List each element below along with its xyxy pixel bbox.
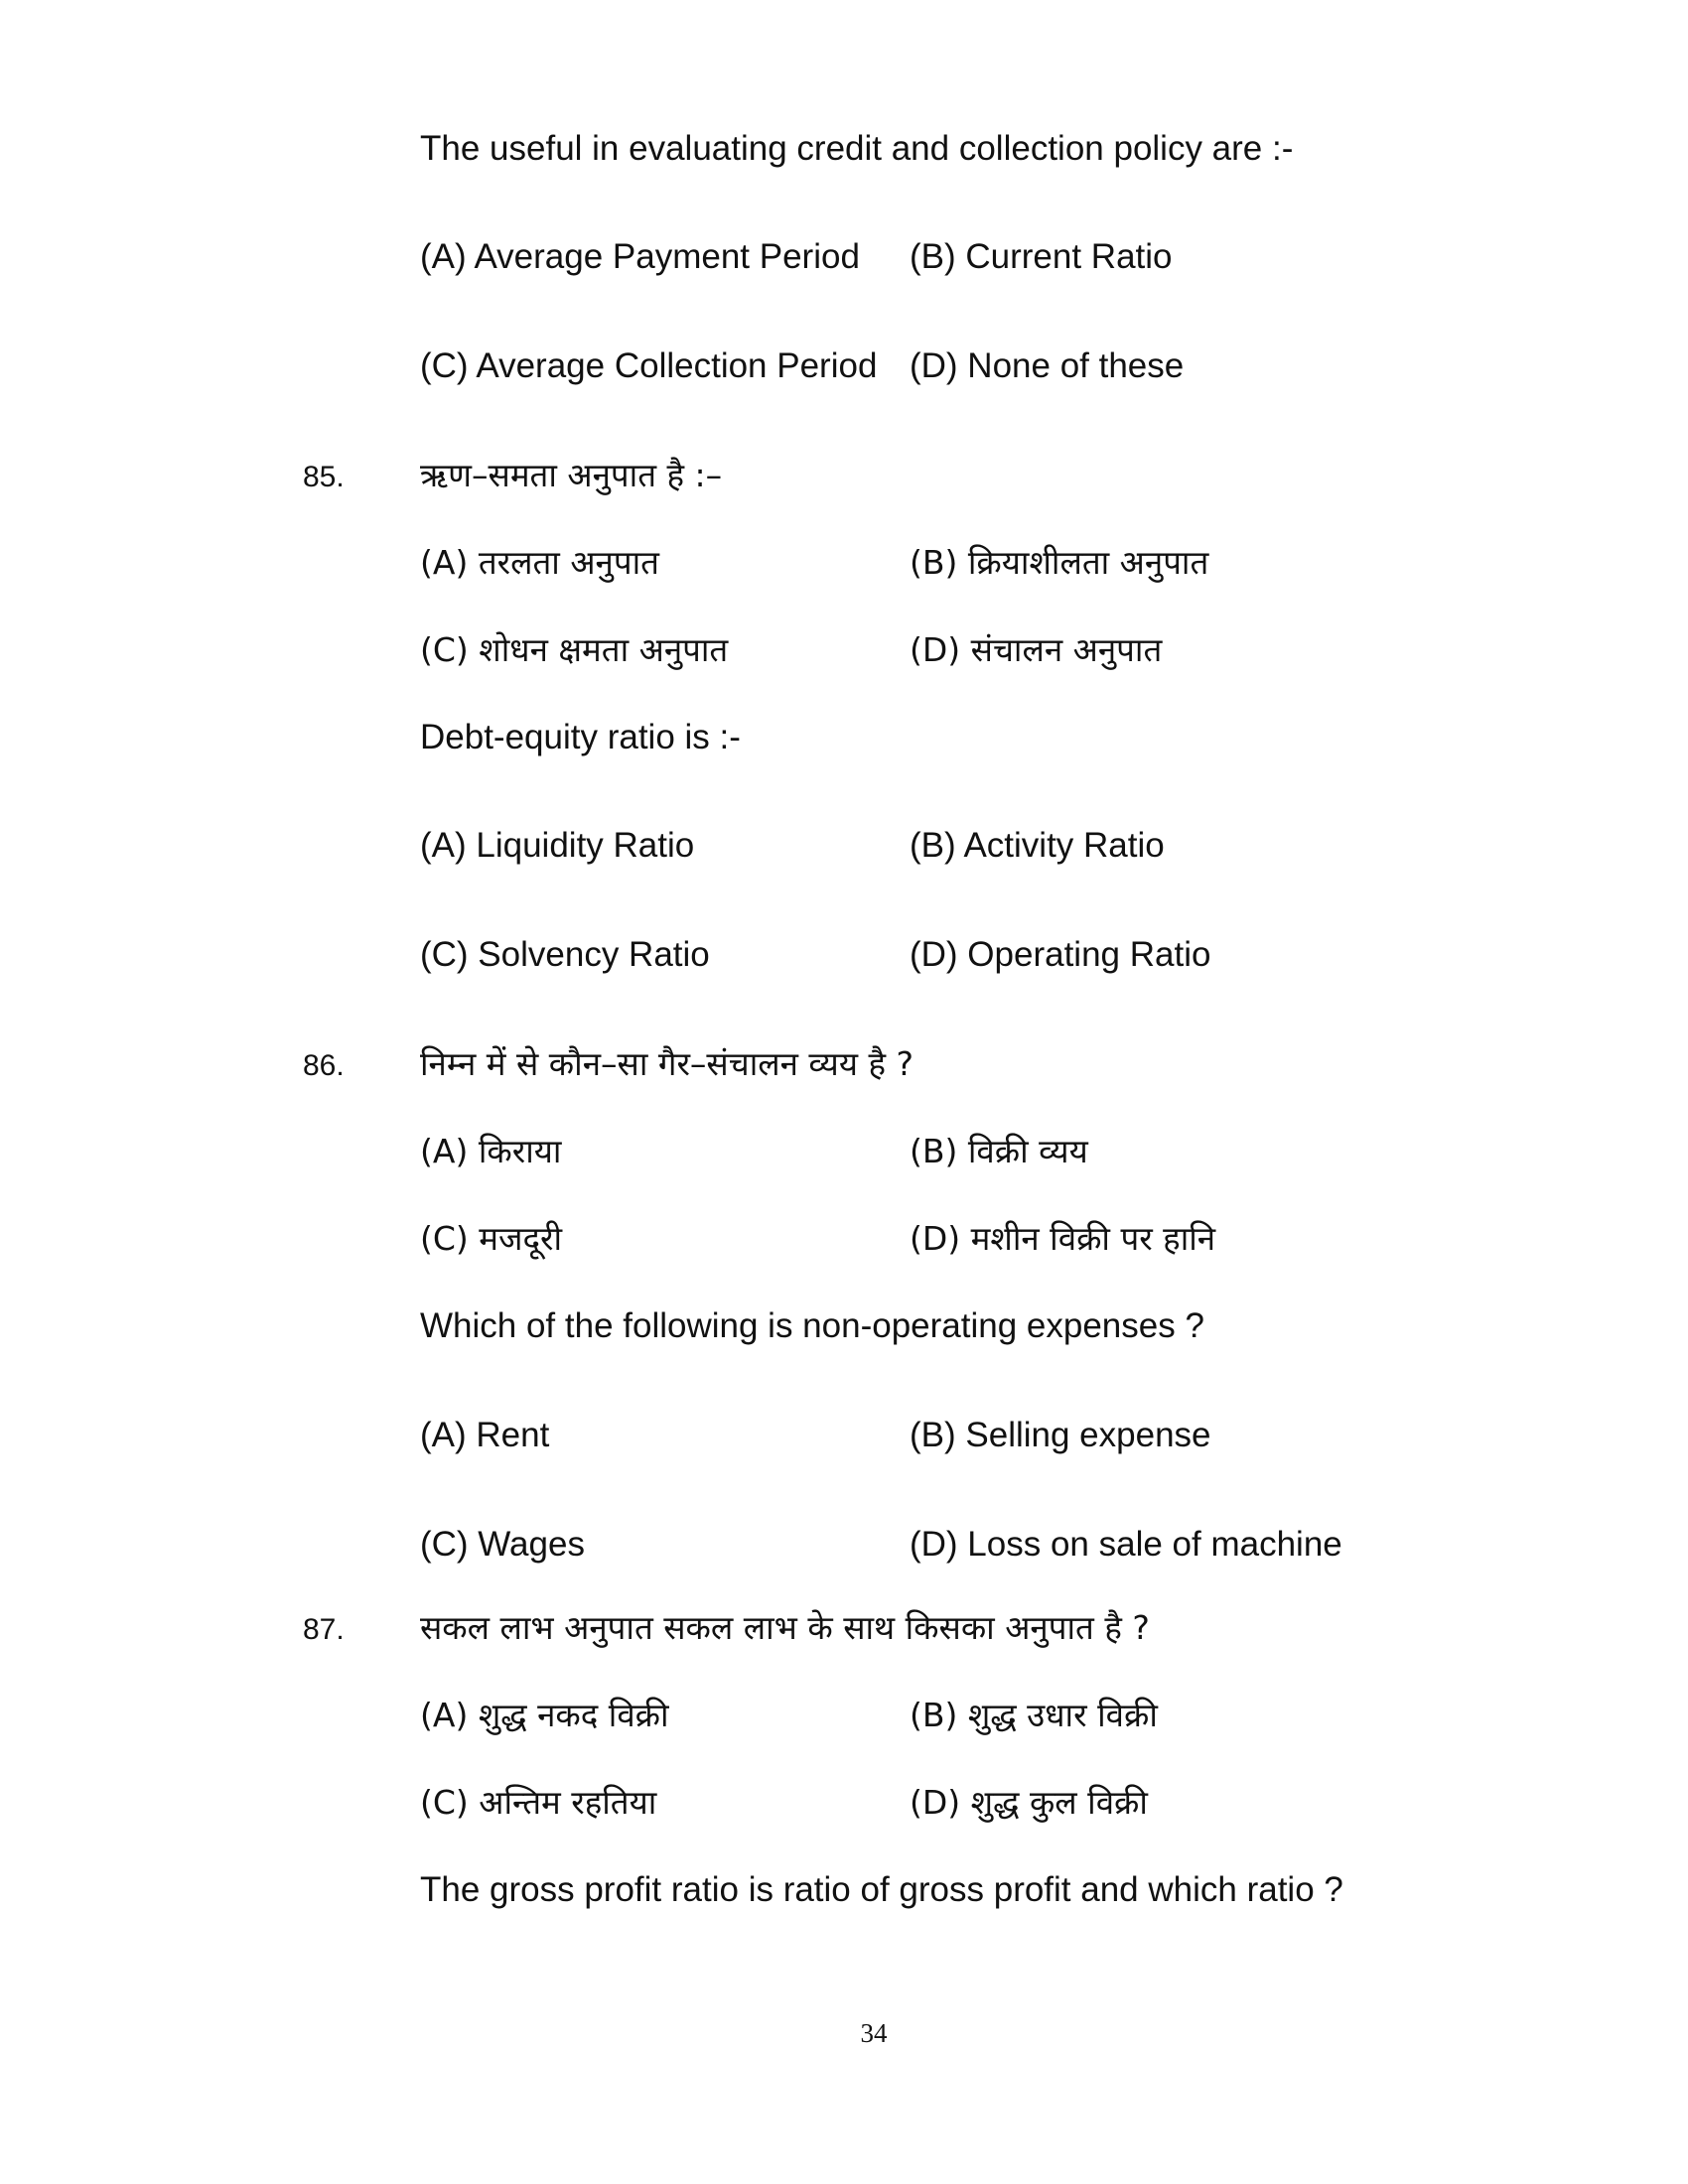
q85-number: 85. — [303, 461, 345, 493]
q86-hi-option-d: (D) मशीन विक्री पर हानि — [910, 1219, 1216, 1258]
q87-hi-option-c: (C) अन्तिम रहतिया — [420, 1783, 657, 1822]
q86-number: 86. — [303, 1049, 345, 1082]
q85-hi-option-b: (B) क्रियाशीलता अनुपात — [910, 543, 1209, 582]
q86-en-question: Which of the following is non-operating expenses ? — [420, 1306, 1204, 1345]
q85-hi-question: ऋण–समता अनुपात है :– — [420, 456, 723, 494]
q85-en-option-b: (B) Activity Ratio — [910, 826, 1165, 865]
q84-en-question: The useful in evaluating credit and collection policy are :- — [420, 129, 1294, 168]
q84-en-option-b: (B) Current Ratio — [910, 237, 1173, 276]
q85-en-question: Debt-equity ratio is :- — [420, 718, 741, 756]
q87-hi-option-a: (A) शुद्ध नकद विक्री — [420, 1696, 669, 1734]
q86-en-option-c: (C) Wages — [420, 1525, 585, 1564]
q85-en-option-d: (D) Operating Ratio — [910, 935, 1211, 974]
q87-number: 87. — [303, 1613, 345, 1646]
q84-en-option-d: (D) None of these — [910, 346, 1185, 385]
q86-hi-option-a: (A) किराया — [420, 1132, 562, 1170]
q84-en-option-c: (C) Average Collection Period — [420, 346, 878, 385]
q87-hi-option-d: (D) शुद्ध कुल विक्री — [910, 1783, 1148, 1822]
q84-en-option-a: (A) Average Payment Period — [420, 237, 860, 276]
page-number: 34 — [860, 2018, 888, 2048]
q86-en-option-d: (D) Loss on sale of machine — [910, 1525, 1342, 1564]
q86-hi-option-b: (B) विक्री व्यय — [910, 1132, 1088, 1170]
q85-en-option-c: (C) Solvency Ratio — [420, 935, 710, 974]
q86-hi-option-c: (C) मजदूरी — [420, 1219, 563, 1258]
q85-hi-option-a: (A) तरलता अनुपात — [420, 543, 659, 582]
q87-hi-question: सकल लाभ अनुपात सकल लाभ के साथ किसका अनुपात है ? — [420, 1608, 1150, 1647]
q85-en-option-a: (A) Liquidity Ratio — [420, 826, 695, 865]
q86-hi-question: निम्न में से कौन–सा गैर–संचालन व्यय है ? — [420, 1044, 914, 1083]
q87-en-question: The gross profit ratio is ratio of gross profit and which ratio ? — [420, 1870, 1343, 1909]
q85-hi-option-c: (C) शोधन क्षमता अनुपात — [420, 630, 729, 669]
q87-hi-option-b: (B) शुद्ध उधार विक्री — [910, 1696, 1158, 1734]
q85-hi-option-d: (D) संचालन अनुपात — [910, 630, 1163, 669]
q86-en-option-b: (B) Selling expense — [910, 1416, 1211, 1454]
q86-en-option-a: (A) Rent — [420, 1416, 550, 1454]
